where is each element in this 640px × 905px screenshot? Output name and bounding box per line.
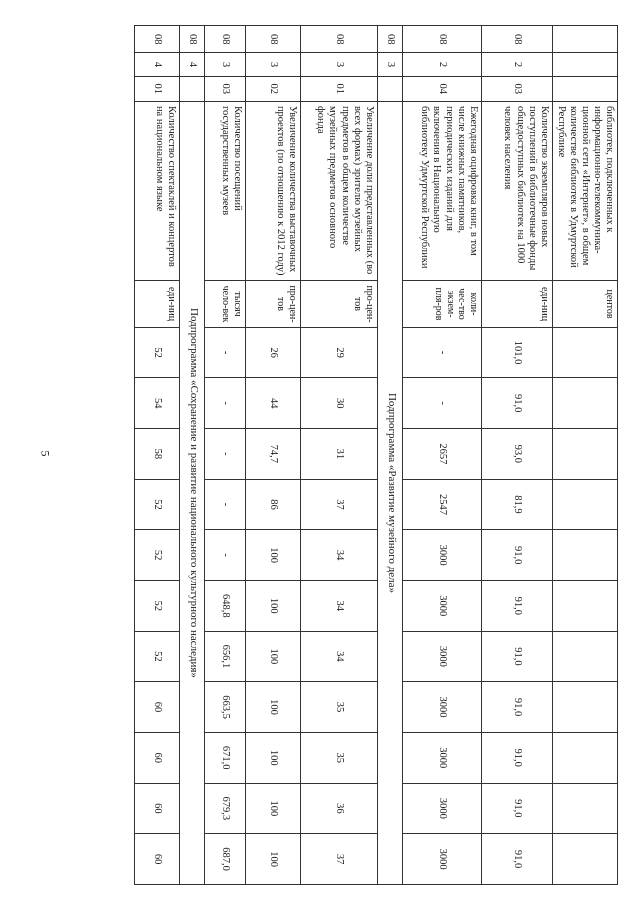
value-cell: 3000 <box>402 682 481 733</box>
code-cell: 4 <box>134 53 179 76</box>
value-cell: 35 <box>300 682 377 733</box>
value-cell <box>552 580 617 631</box>
indicator-name: Количество спектаклей и концертов на национальном языке <box>134 101 179 280</box>
unit-cell: тысяч чело-век <box>204 281 245 327</box>
value-cell: 100 <box>245 783 300 834</box>
indicator-name: Количество экземпляров новых поступлений в библиотечные фонды общедоступных библиотек на 1000 человек населения <box>481 101 552 280</box>
indicator-name: библиотек, подключенных к информационно-телекоммуника-ционной сети «Интернет», в общем количестве библиотек в Удмуртской Республике <box>552 101 617 280</box>
value-cell: 100 <box>245 530 300 581</box>
indicator-name: Ежегодная оцифровка книг, в том числе книжных памятников, периодических изданий для включения в Национальную библиотеку Удмуртской Республики <box>402 101 481 280</box>
value-cell: 91,0 <box>481 378 552 429</box>
value-cell: 26 <box>245 327 300 378</box>
value-cell: - <box>204 327 245 378</box>
code-cell: 08 <box>134 26 179 53</box>
indicators-table <box>134 25 618 885</box>
code-cell <box>179 76 204 101</box>
code-cell: 2 <box>402 53 481 76</box>
value-cell: 52 <box>134 631 179 682</box>
table-row <box>134 26 179 885</box>
value-cell: 86 <box>245 479 300 530</box>
value-cell: 93,0 <box>481 429 552 480</box>
code-cell: 08 <box>179 26 204 53</box>
code-cell: 3 <box>204 53 245 76</box>
value-cell <box>552 378 617 429</box>
value-cell: 91,0 <box>481 783 552 834</box>
value-cell: 60 <box>134 682 179 733</box>
value-cell <box>552 530 617 581</box>
value-cell: 3000 <box>402 530 481 581</box>
value-cell: 91,0 <box>481 631 552 682</box>
code-cell: 03 <box>204 76 245 101</box>
indicators-table-rotated <box>70 25 618 885</box>
code-cell: 08 <box>377 26 402 53</box>
value-cell: 31 <box>300 429 377 480</box>
value-cell: 2657 <box>402 429 481 480</box>
indicator-name: Количество посещений государственных музеев <box>204 101 245 280</box>
code-cell <box>552 76 617 101</box>
value-cell: - <box>204 429 245 480</box>
value-cell: - <box>402 378 481 429</box>
table-row <box>402 26 481 885</box>
code-cell: 08 <box>402 26 481 53</box>
value-cell <box>552 479 617 530</box>
value-cell: - <box>204 530 245 581</box>
value-cell: - <box>204 378 245 429</box>
code-cell <box>377 76 402 101</box>
value-cell: 44 <box>245 378 300 429</box>
code-cell: 08 <box>245 26 300 53</box>
unit-cell: еди-ниц <box>134 281 179 327</box>
code-cell <box>552 53 617 76</box>
table-row <box>245 26 300 885</box>
indicator-name: Увеличение доли представленных (во всех формах) зрителю музейных предметов в общем количестве музейных предметов основного фонда <box>300 101 377 280</box>
value-cell: 35 <box>300 732 377 783</box>
value-cell <box>552 682 617 733</box>
code-cell: 3 <box>300 53 377 76</box>
value-cell: 54 <box>134 378 179 429</box>
unit-cell: еди-ниц <box>481 281 552 327</box>
value-cell: 100 <box>245 732 300 783</box>
value-cell: 3000 <box>402 783 481 834</box>
table-row <box>300 26 377 885</box>
value-cell: 36 <box>300 783 377 834</box>
value-cell: 34 <box>300 530 377 581</box>
value-cell: 60 <box>134 783 179 834</box>
value-cell <box>552 631 617 682</box>
value-cell: 3000 <box>402 732 481 783</box>
code-cell: 3 <box>245 53 300 76</box>
table-row <box>552 26 617 885</box>
value-cell: 91,0 <box>481 580 552 631</box>
value-cell: 3000 <box>402 834 481 885</box>
code-cell: 01 <box>300 76 377 101</box>
value-cell: - <box>402 327 481 378</box>
code-cell: 3 <box>377 53 402 76</box>
subprogram-title: Подпрограмма «Сохранение и развитие национального культурного наследия» <box>179 101 204 884</box>
unit-cell: про-цен-тов <box>245 281 300 327</box>
code-cell: 03 <box>481 76 552 101</box>
value-cell: 37 <box>300 834 377 885</box>
value-cell: 648,8 <box>204 580 245 631</box>
value-cell: - <box>204 479 245 530</box>
value-cell <box>552 429 617 480</box>
value-cell: 74,7 <box>245 429 300 480</box>
subprogram-title: Подпрограмма «Развитие музейного дела» <box>377 101 402 884</box>
indicator-name: Увеличение количества выставочных проектов (по отношению к 2012 году) <box>245 101 300 280</box>
value-cell: 34 <box>300 580 377 631</box>
unit-cell: коли-чес-тво экзем-пля-ров <box>402 281 481 327</box>
value-cell: 30 <box>300 378 377 429</box>
code-cell: 04 <box>402 76 481 101</box>
code-cell: 01 <box>134 76 179 101</box>
table-row <box>377 26 402 885</box>
value-cell: 687,0 <box>204 834 245 885</box>
value-cell <box>552 327 617 378</box>
value-cell: 52 <box>134 479 179 530</box>
code-cell: 08 <box>300 26 377 53</box>
unit-cell: про-цен-тов <box>300 281 377 327</box>
table-row <box>179 26 204 885</box>
value-cell: 91,0 <box>481 834 552 885</box>
value-cell <box>552 834 617 885</box>
value-cell: 679,3 <box>204 783 245 834</box>
value-cell: 34 <box>300 631 377 682</box>
value-cell: 2547 <box>402 479 481 530</box>
value-cell: 100 <box>245 834 300 885</box>
value-cell: 60 <box>134 834 179 885</box>
value-cell: 52 <box>134 327 179 378</box>
value-cell: 100 <box>245 682 300 733</box>
code-cell: 02 <box>245 76 300 101</box>
value-cell: 3000 <box>402 631 481 682</box>
value-cell: 100 <box>245 631 300 682</box>
code-cell <box>552 26 617 53</box>
value-cell <box>552 783 617 834</box>
value-cell: 3000 <box>402 580 481 631</box>
page-number: 5 <box>38 450 53 457</box>
code-cell: 4 <box>179 53 204 76</box>
value-cell: 37 <box>300 479 377 530</box>
value-cell: 656,1 <box>204 631 245 682</box>
code-cell: 08 <box>481 26 552 53</box>
value-cell: 100 <box>245 580 300 631</box>
value-cell: 91,0 <box>481 682 552 733</box>
value-cell: 91,0 <box>481 732 552 783</box>
value-cell: 52 <box>134 530 179 581</box>
table-row <box>204 26 245 885</box>
value-cell: 60 <box>134 732 179 783</box>
value-cell: 29 <box>300 327 377 378</box>
value-cell <box>552 732 617 783</box>
value-cell: 58 <box>134 429 179 480</box>
unit-cell: центов <box>552 281 617 327</box>
value-cell: 81,9 <box>481 479 552 530</box>
value-cell: 52 <box>134 580 179 631</box>
value-cell: 663,5 <box>204 682 245 733</box>
table-row <box>481 26 552 885</box>
value-cell: 101,0 <box>481 327 552 378</box>
code-cell: 2 <box>481 53 552 76</box>
value-cell: 671,0 <box>204 732 245 783</box>
value-cell: 91,0 <box>481 530 552 581</box>
code-cell: 08 <box>204 26 245 53</box>
